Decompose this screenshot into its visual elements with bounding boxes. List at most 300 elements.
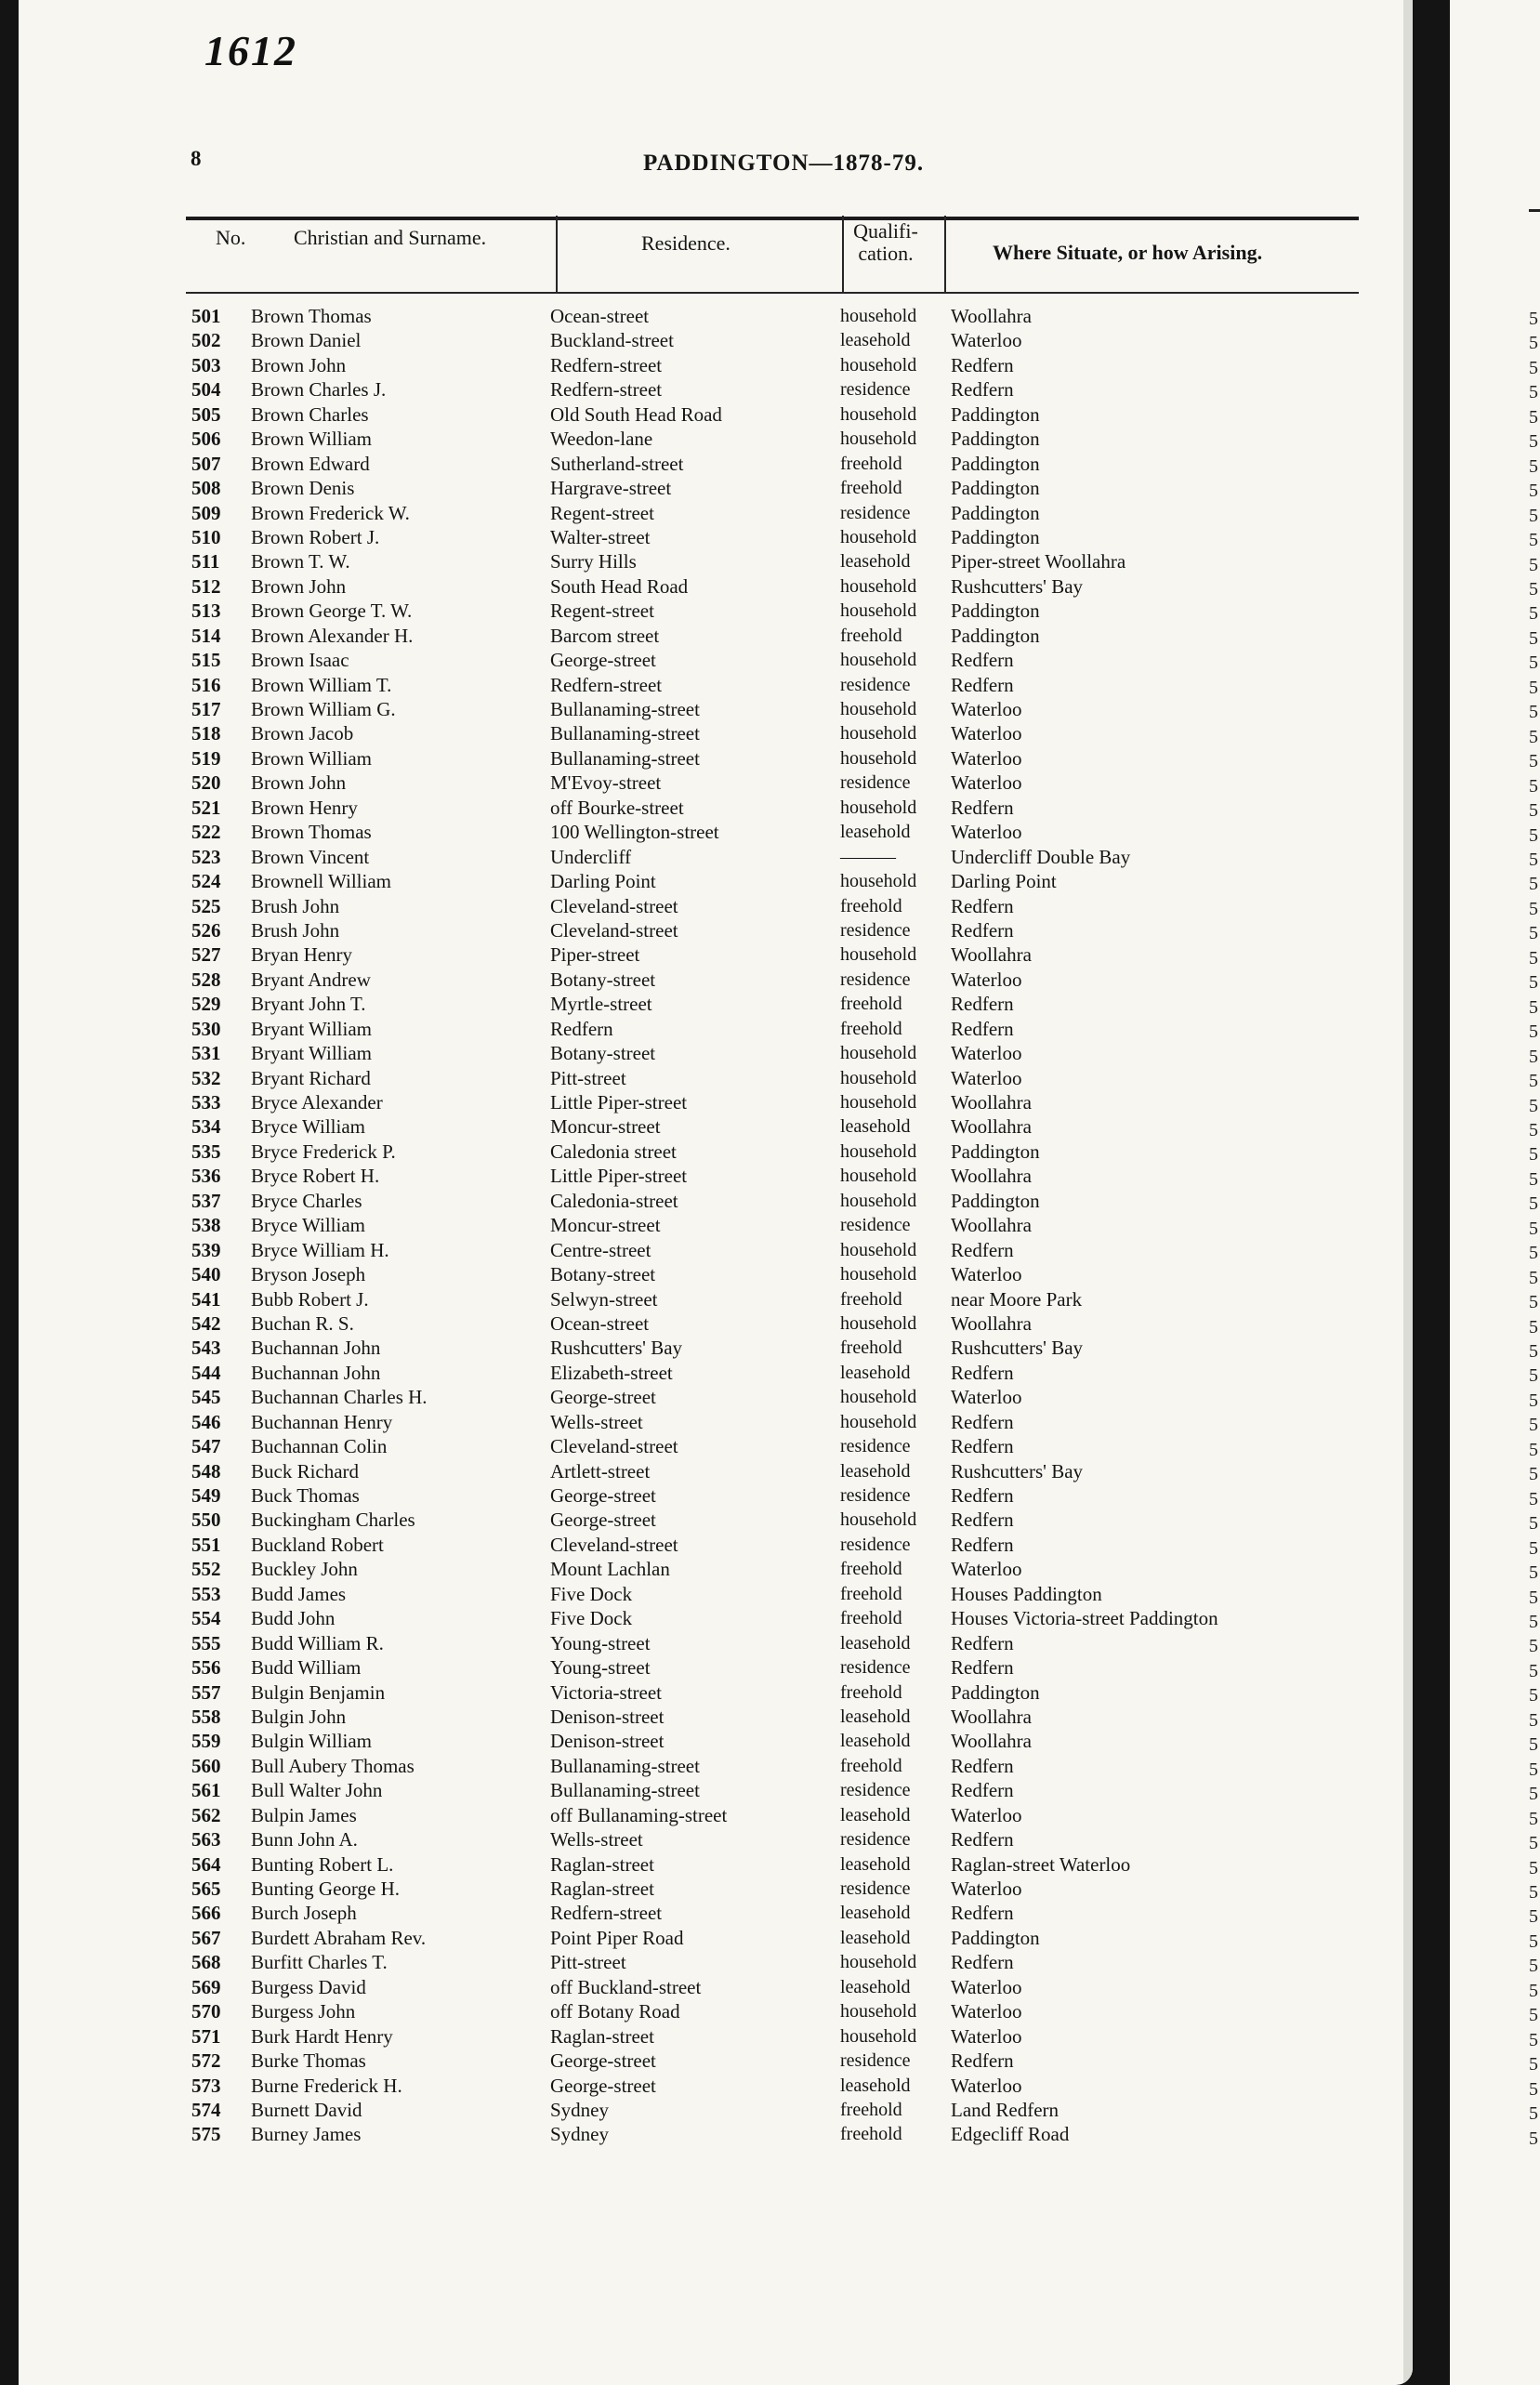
table-row [19, 377, 1413, 402]
entry-where-situate: Waterloo [951, 2074, 1022, 2097]
entry-residence: Regent-street [550, 501, 654, 524]
adjacent-page-number: 5 [1529, 1243, 1538, 1264]
table-row [19, 918, 1413, 942]
adjacent-page-number: 5 [1529, 898, 1538, 919]
adjacent-page-number: 5 [1529, 554, 1538, 575]
column-divider [944, 216, 946, 292]
adjacent-page-number: 5 [1529, 972, 1538, 994]
entry-residence: Pitt-street [550, 1951, 626, 1974]
entry-number: 523 [191, 845, 221, 868]
entry-number: 569 [191, 1975, 221, 1998]
table-row [19, 452, 1413, 476]
entry-residence: Cleveland-street [550, 918, 678, 942]
table-row [19, 894, 1413, 918]
header-rule-bottom [186, 292, 1359, 294]
entry-where-situate: Redfern [951, 378, 1014, 402]
entry-number: 526 [191, 918, 221, 942]
adjacent-page-number: 5 [1529, 1734, 1538, 1756]
entry-where-situate: Redfern [951, 1435, 1014, 1458]
entry-name: Bubb Robert J. [251, 1287, 369, 1311]
entry-qualification: freehold [840, 1337, 902, 1359]
entry-qualification: leasehold [840, 1804, 911, 1825]
entry-where-situate: Redfern [951, 1902, 1014, 1925]
table-row [19, 1238, 1413, 1262]
entry-where-situate: Paddington [951, 1926, 1040, 1949]
table-row [19, 1582, 1413, 1606]
table-row [19, 1311, 1413, 1336]
entry-where-situate: Waterloo [951, 1066, 1022, 1089]
adjacent-page-number: 5 [1529, 947, 1538, 968]
entry-residence: Selwyn-street [550, 1287, 658, 1311]
entry-name: Bryant Andrew [251, 968, 371, 991]
table-row [19, 1459, 1413, 1483]
entry-qualification: household [840, 2025, 917, 2047]
adjacent-page-number: 5 [1529, 1660, 1538, 1681]
entry-qualification: leasehold [840, 1976, 911, 1997]
table-row [19, 525, 1413, 549]
entry-number: 575 [191, 2123, 221, 2146]
entry-name: Bryce Alexander [251, 1091, 383, 1113]
entry-qualification: leasehold [840, 1903, 911, 1924]
entry-name: Brown John [251, 771, 347, 795]
adjacent-page-number: 5 [1529, 1046, 1538, 1067]
entry-number: 554 [191, 1607, 221, 1630]
entry-name: Buchannan Charles H. [251, 1386, 428, 1409]
entry-where-situate: Woollahra [951, 1730, 1032, 1753]
entry-name: Bryant Richard [251, 1066, 371, 1089]
entry-number: 550 [191, 1509, 221, 1532]
entry-name: Brown John [251, 353, 347, 376]
entry-where-situate: Waterloo [951, 1803, 1022, 1826]
entry-name: Brown Edward [251, 452, 370, 475]
entry-qualification: residence [840, 1436, 911, 1457]
entry-residence: Victoria-street [550, 1680, 663, 1704]
entry-where-situate: Darling Point [951, 870, 1057, 893]
entry-residence: Raglan-street [550, 1852, 654, 1876]
entry-residence: Sydney [550, 2123, 609, 2146]
entry-number: 516 [191, 673, 221, 696]
entry-name: Brown Vincent [251, 845, 370, 868]
entry-number: 511 [191, 550, 220, 573]
entry-number: 563 [191, 1828, 221, 1851]
entry-residence: Botany-street [550, 968, 656, 991]
entry-qualification: household [840, 1509, 917, 1531]
entry-residence: Redfern-street [550, 1902, 663, 1925]
adjacent-page-number: 5 [1529, 406, 1538, 428]
entry-qualification: residence [840, 1534, 911, 1555]
entry-name: Budd William R. [251, 1631, 384, 1654]
adjacent-page-number: 5 [1529, 1488, 1538, 1509]
entry-residence: Piper-street [550, 943, 640, 967]
entry-name: Buckingham Charles [251, 1509, 415, 1532]
elector-list [19, 304, 1413, 2147]
table-row [19, 1483, 1413, 1508]
adjacent-page-number: 5 [1529, 1439, 1538, 1460]
entry-name: Brownell William [251, 870, 391, 893]
entry-where-situate: Redfern [951, 1828, 1014, 1851]
entry-qualification: household [840, 1190, 917, 1211]
entry-residence: Sutherland-street [550, 452, 684, 475]
entry-where-situate: Paddington [951, 1140, 1040, 1163]
entry-where-situate: near Moore Park [951, 1287, 1083, 1311]
adjacent-page-number: 5 [1529, 1784, 1538, 1805]
entry-qualification: residence [840, 772, 911, 794]
folio-number: 1612 [204, 27, 297, 74]
entry-where-situate: Redfern [951, 673, 1014, 696]
entry-residence: Undercliff [550, 845, 632, 868]
table-row [19, 1950, 1413, 1974]
entry-residence: Artlett-street [550, 1459, 651, 1482]
entry-number: 546 [191, 1410, 221, 1433]
table-row [19, 968, 1413, 992]
table-row [19, 1926, 1413, 1950]
entry-name: Bulgin Benjamin [251, 1680, 386, 1704]
entry-name: Buckley John [251, 1558, 358, 1581]
entry-where-situate: Woollahra [951, 305, 1032, 327]
entry-name: Burk Hardt Henry [251, 2024, 393, 2048]
entry-number: 508 [191, 477, 221, 500]
entry-qualification: household [840, 1140, 917, 1162]
entry-number: 522 [191, 821, 221, 844]
entry-qualification: household [840, 306, 917, 326]
header-rule-top [186, 217, 1359, 220]
entry-name: Burch Joseph [251, 1902, 357, 1925]
entry-where-situate: Waterloo [951, 1878, 1022, 1900]
entry-where-situate: Houses Paddington [951, 1582, 1102, 1605]
entry-where-situate: Redfern [951, 353, 1014, 376]
entry-residence: Five Dock [550, 1582, 633, 1605]
entry-qualification: freehold [840, 625, 902, 646]
table-row [19, 353, 1413, 377]
table-row [19, 1606, 1413, 1630]
entry-residence: George-street [550, 1484, 656, 1507]
entry-residence: off Bourke-street [550, 796, 684, 819]
entry-qualification: leasehold [840, 1116, 911, 1138]
entry-where-situate: Paddington [951, 501, 1040, 524]
table-row [19, 1729, 1413, 1753]
entry-number: 536 [191, 1165, 221, 1188]
adjacent-page-number: 5 [1529, 1464, 1538, 1485]
adjacent-page-number: 5 [1529, 1341, 1538, 1363]
entry-qualification: leasehold [840, 1632, 911, 1654]
register-page [19, 0, 1413, 2385]
adjacent-page-number: 5 [1529, 677, 1538, 698]
entry-qualification: household [840, 1387, 917, 1408]
column-header-no: No. [216, 226, 246, 249]
entry-qualification: household [840, 723, 917, 744]
column-header-name: Christian and Surname. [294, 226, 487, 249]
entry-number: 503 [191, 353, 221, 376]
entry-number: 542 [191, 1311, 221, 1335]
table-row [19, 1189, 1413, 1213]
table-row [19, 648, 1413, 672]
adjacent-page-number: 5 [1529, 1267, 1538, 1288]
entry-residence: Hargrave-street [550, 477, 672, 500]
entry-number: 529 [191, 993, 221, 1016]
entry-where-situate: Redfern [951, 1631, 1014, 1654]
adjacent-page-number: 5 [1529, 775, 1538, 797]
entry-residence: Cleveland-street [550, 1435, 678, 1458]
adjacent-page-edge [1450, 0, 1540, 2385]
entry-residence: Point Piper Road [550, 1926, 684, 1949]
column-header-qualification: Qualifi- cation. [853, 219, 918, 265]
entry-name: Bryant William [251, 1017, 372, 1040]
entry-name: Brown Henry [251, 796, 358, 819]
table-row [19, 1066, 1413, 1090]
adjacent-page-number: 5 [1529, 455, 1538, 477]
entry-qualification: residence [840, 2050, 911, 2072]
adjacent-page-number: 5 [1529, 1144, 1538, 1166]
entry-qualification: household [840, 747, 917, 769]
entry-qualification: household [840, 575, 917, 597]
entry-qualification: residence [840, 1878, 911, 1899]
entry-qualification: freehold [840, 1681, 902, 1703]
entry-number: 509 [191, 501, 221, 524]
entry-number: 518 [191, 722, 221, 745]
entry-qualification: freehold [840, 994, 902, 1015]
adjacent-page-number: 5 [1529, 1906, 1538, 1928]
adjacent-page-number: 5 [1529, 530, 1538, 551]
entry-where-situate: Waterloo [951, 821, 1022, 844]
entry-residence: Botany-street [550, 1042, 656, 1065]
entry-where-situate: Redfern [951, 1361, 1014, 1384]
entry-residence: Mount Lachlan [550, 1558, 670, 1581]
table-row [19, 1778, 1413, 1802]
entry-residence: Young-street [550, 1631, 651, 1654]
entry-qualification: residence [840, 968, 911, 990]
table-row [19, 1262, 1413, 1286]
entry-qualification: leasehold [840, 1853, 911, 1875]
entry-number: 547 [191, 1435, 221, 1458]
entry-number: 567 [191, 1926, 221, 1949]
entry-qualification: ——— [840, 846, 896, 867]
entry-residence: Walter-street [550, 525, 651, 548]
entry-where-situate: Waterloo [951, 968, 1022, 991]
entry-number: 521 [191, 796, 221, 819]
table-row [19, 1557, 1413, 1581]
adjacent-page-number: 5 [1529, 652, 1538, 674]
entry-residence: 100 Wellington-street [550, 821, 719, 844]
entry-where-situate: Paddington [951, 1680, 1040, 1704]
table-row [19, 2122, 1413, 2146]
adjacent-page-number: 5 [1529, 1513, 1538, 1535]
entry-qualification: residence [840, 1215, 911, 1236]
entry-name: Brown Thomas [251, 821, 372, 844]
entry-number: 566 [191, 1902, 221, 1925]
entry-name: Brown William [251, 746, 373, 770]
entry-number: 538 [191, 1214, 221, 1237]
entry-residence: off Botany Road [550, 2000, 680, 2023]
entry-name: Bryce William H. [251, 1238, 389, 1261]
adjacent-page-number: 5 [1529, 2128, 1538, 2149]
entry-residence: Raglan-street [550, 1878, 654, 1900]
entry-qualification: leasehold [840, 2075, 911, 2096]
entry-name: Burgess David [251, 1975, 366, 1998]
entry-where-situate: Woollahra [951, 943, 1032, 967]
table-row [19, 1164, 1413, 1188]
entry-qualification: leasehold [840, 1731, 911, 1752]
entry-qualification: freehold [840, 1755, 902, 1776]
entry-where-situate: Paddington [951, 624, 1040, 647]
entry-residence: Barcom street [550, 624, 660, 647]
adjacent-page-rule [1529, 209, 1540, 212]
entry-where-situate: Redfern [951, 1238, 1014, 1261]
entry-residence: off Bullanaming-street [550, 1803, 728, 1826]
adjacent-page-number: 5 [1529, 1071, 1538, 1092]
entry-number: 520 [191, 771, 221, 795]
entry-where-situate: Woollahra [951, 1165, 1032, 1188]
table-row [19, 1705, 1413, 1729]
table-row [19, 1827, 1413, 1851]
entry-number: 510 [191, 525, 221, 548]
entry-where-situate: Waterloo [951, 1263, 1022, 1286]
entry-residence: Old South Head Road [550, 402, 722, 426]
entry-number: 555 [191, 1631, 221, 1654]
entry-qualification: residence [840, 1485, 911, 1506]
entry-number: 571 [191, 2024, 221, 2048]
entry-qualification: household [840, 600, 917, 622]
entry-residence: Moncur-street [550, 1214, 661, 1237]
table-row [19, 820, 1413, 844]
table-row [19, 1631, 1413, 1655]
entry-name: Brown Alexander H. [251, 624, 414, 647]
table-row [19, 1410, 1413, 1434]
adjacent-page-number: 5 [1529, 309, 1538, 329]
entry-residence: Denison-street [550, 1705, 665, 1728]
entry-residence: off Buckland-street [550, 1975, 702, 1998]
entry-where-situate: Redfern [951, 796, 1014, 819]
entry-number: 534 [191, 1115, 221, 1139]
entry-residence: Wells-street [550, 1828, 643, 1851]
entry-number: 505 [191, 402, 221, 426]
entry-name: Bulgin William [251, 1730, 373, 1753]
adjacent-page-number: 5 [1529, 726, 1538, 747]
entry-number: 535 [191, 1140, 221, 1163]
entry-where-situate: Rushcutters' Bay [951, 1459, 1084, 1482]
entry-name: Budd William [251, 1656, 362, 1680]
entry-where-situate: Paddington [951, 477, 1040, 500]
entry-qualification: household [840, 650, 917, 671]
entry-number: 562 [191, 1803, 221, 1826]
table-row [19, 697, 1413, 721]
entry-where-situate: Redfern [951, 993, 1014, 1016]
entry-number: 506 [191, 428, 221, 451]
entry-residence: Ocean-street [550, 305, 650, 327]
entry-residence: South Head Road [550, 574, 689, 598]
entry-name: Brown Daniel [251, 329, 362, 352]
entry-number: 560 [191, 1754, 221, 1777]
adjacent-page-number: 5 [1529, 996, 1538, 1018]
entry-number: 517 [191, 698, 221, 720]
entry-residence: Ocean-street [550, 1311, 650, 1335]
entry-name: Burke Thomas [251, 2049, 366, 2073]
entry-number: 537 [191, 1189, 221, 1212]
entry-qualification: household [840, 1067, 917, 1088]
entry-number: 568 [191, 1951, 221, 1974]
entry-qualification: leasehold [840, 1460, 911, 1482]
table-row [19, 1140, 1413, 1164]
entry-name: Buchannan John [251, 1337, 381, 1360]
entry-number: 541 [191, 1287, 221, 1311]
entry-number: 524 [191, 870, 221, 893]
entry-where-situate: Waterloo [951, 329, 1022, 352]
table-row [19, 574, 1413, 599]
table-row [19, 1999, 1413, 2023]
adjacent-page-number: 5 [1529, 578, 1538, 600]
table-row [19, 796, 1413, 820]
entry-where-situate: Redfern [951, 1509, 1014, 1532]
entry-name: Bunting Robert L. [251, 1852, 394, 1876]
entry-residence: Bullanaming-street [550, 1779, 700, 1802]
entry-qualification: household [840, 871, 917, 892]
entry-number: 527 [191, 943, 221, 967]
adjacent-page-number: 5 [1529, 1857, 1538, 1878]
adjacent-page-number: 5 [1529, 505, 1538, 526]
entry-residence: Surry Hills [550, 550, 637, 573]
entry-qualification: leasehold [840, 330, 911, 351]
entry-name: Brown Jacob [251, 722, 354, 745]
entry-name: Brown William T. [251, 673, 392, 696]
entry-qualification: residence [840, 674, 911, 695]
entry-residence: Little Piper-street [550, 1091, 688, 1113]
table-row [19, 427, 1413, 451]
adjacent-page-number: 5 [1529, 481, 1538, 502]
adjacent-page-number: 5 [1529, 1980, 1538, 2001]
entry-name: Burney James [251, 2123, 362, 2146]
adjacent-page-number: 5 [1529, 1709, 1538, 1731]
table-row [19, 1385, 1413, 1409]
entry-name: Bull Walter John [251, 1779, 383, 1802]
entry-number: 572 [191, 2049, 221, 2073]
entry-qualification: residence [840, 379, 911, 401]
table-row [19, 1114, 1413, 1139]
entry-qualification: household [840, 1952, 917, 1973]
entry-number: 549 [191, 1484, 221, 1507]
entry-qualification: household [840, 699, 917, 719]
entry-qualification: residence [840, 1780, 911, 1801]
table-row [19, 1017, 1413, 1041]
entry-residence: George-street [550, 2074, 656, 2097]
entry-residence: Rushcutters' Bay [550, 1337, 683, 1360]
entry-qualification: household [840, 2001, 917, 2023]
adjacent-page-number: 5 [1529, 1587, 1538, 1608]
entry-number: 561 [191, 1779, 221, 1802]
entry-residence: Cleveland-street [550, 1533, 678, 1556]
entry-where-situate: Waterloo [951, 1975, 1022, 1998]
entry-name: Brown Denis [251, 477, 355, 500]
table-row [19, 721, 1413, 745]
entry-qualification: residence [840, 1829, 911, 1851]
entry-residence: Redfern-street [550, 673, 663, 696]
entry-residence: M'Evoy-street [550, 771, 662, 795]
entry-where-situate: Paddington [951, 402, 1040, 426]
adjacent-page-number: 5 [1529, 1612, 1538, 1633]
entry-name: Budd John [251, 1607, 336, 1630]
adjacent-page-number: 5 [1529, 382, 1538, 403]
entry-qualification: household [840, 1239, 917, 1260]
adjacent-page-number: 5 [1529, 824, 1538, 846]
entry-number: 501 [191, 305, 221, 327]
adjacent-page-number: 5 [1529, 2029, 1538, 2050]
table-row [19, 1041, 1413, 1065]
entry-name: Buchannan Colin [251, 1435, 388, 1458]
entry-name: Brush John [251, 894, 340, 917]
adjacent-page-number: 5 [1529, 627, 1538, 649]
entry-number: 532 [191, 1066, 221, 1089]
entry-where-situate: Paddington [951, 1189, 1040, 1212]
table-row [19, 1361, 1413, 1385]
table-row [19, 869, 1413, 893]
